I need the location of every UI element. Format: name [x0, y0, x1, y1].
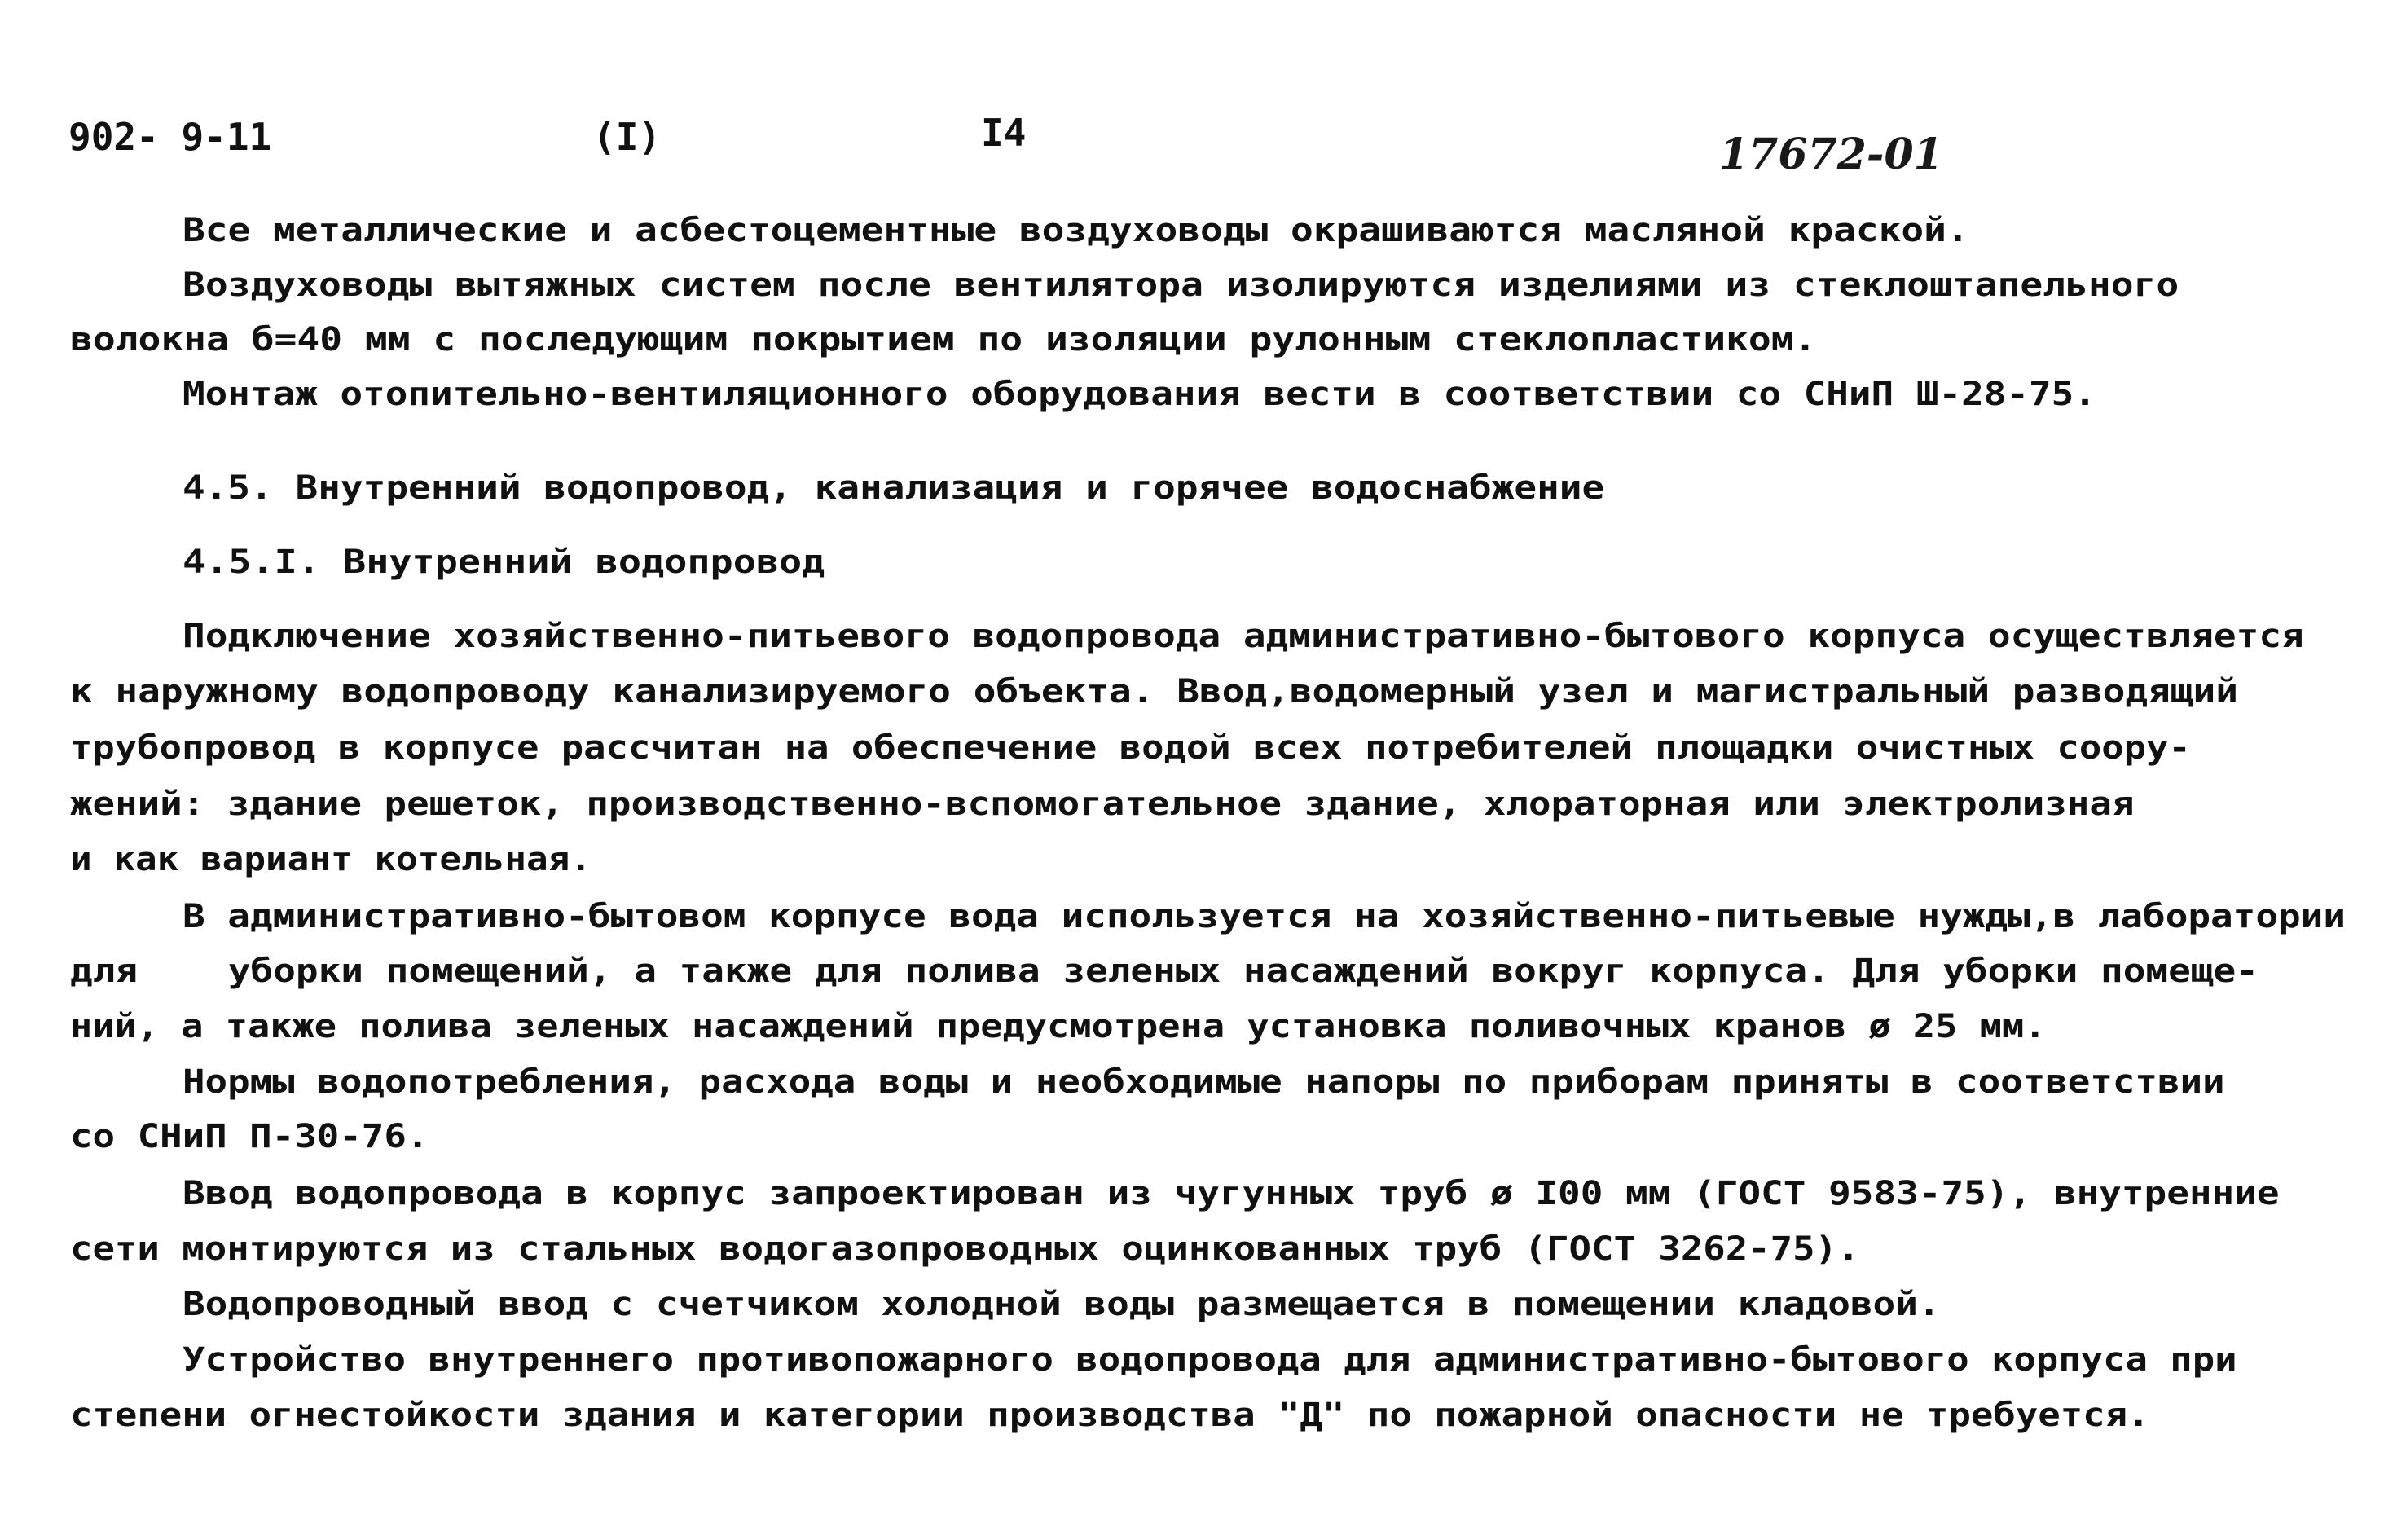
handwritten-number: 17672-01: [1719, 130, 1943, 179]
text-line: сети монтируются из стальных водогазопроводных оцинкованных труб (ГОСТ 3262-75).: [70, 1230, 1860, 1268]
text-line: жений: здание решеток, производственно-вспомогательное здание, хлораторная или электролизная: [70, 785, 2135, 823]
text-line: ний, а также полива зеленых насаждений предусмотрена установка поливочных кранов ø 25 мм.: [70, 1008, 2047, 1045]
text-line: Устройство внутреннего противопожарного водопровода для административно-бытового корпуса при: [183, 1341, 2237, 1379]
text-line: Все металлические и асбестоцементные воздуховоды окрашиваются масляной краской.: [183, 212, 1969, 249]
text-line: со СНиП П-30-76.: [70, 1118, 429, 1155]
text-line: Ввод водопровода в корпус запроектирован из чугунных труб ø I00 мм (ГОСТ 9583-75), внутренние: [183, 1175, 2280, 1212]
text-line: Монтаж отопительно-вентиляционного оборудования вести в соответствии со СНиП Ш-28-75.: [183, 376, 2096, 413]
text-line: Подключение хозяйственно-питьевого водопровода административно-бытового корпуса осуществляется: [183, 618, 2304, 655]
text-line: Водопроводный ввод с счетчиком холодной воды размещается в помещении кладовой.: [183, 1286, 1941, 1323]
text-line: к наружному водопроводу канализируемого объекта. Ввод,водомерный узел и магистральный разводящий: [70, 673, 2238, 711]
text-line: Нормы водопотребления, расхода воды и необходимые напоры по приборам приняты в соответствии: [183, 1063, 2225, 1101]
text-line: В административно-бытовом корпусе вода используется на хозяйственно-питьевые нужды,в лаборатории: [183, 898, 2346, 935]
text-line: степени огнестойкости здания и категории производства "Д" по пожарной опасности не требуется.: [70, 1397, 2150, 1434]
text-line: для уборки помещений, а также для полива зеленых насаждений вокруг корпуса. Для уборки помеще-: [70, 953, 2259, 990]
part-label: (I): [593, 115, 662, 159]
subsection-heading: 4.5.I. Внутренний водопровод: [183, 543, 825, 581]
document-code: 902- 9-11: [68, 115, 272, 159]
section-heading: 4.5. Внутренний водопровод, канализация и горячее водоснабжение: [183, 469, 1605, 507]
page-number: I4: [981, 111, 1027, 155]
text-line: волокна б=40 мм с последующим покрытием по изоляции рулонным стеклопластиком.: [70, 321, 1817, 359]
text-line: Воздуховоды вытяжных систем после вентилятора изолируются изделиями из стеклоштапельного: [183, 266, 2179, 304]
text-line: трубопровод в корпусе рассчитан на обеспечение водой всех потребителей площадки очистных соору-: [70, 729, 2191, 767]
text-line: и как вариант котельная.: [70, 841, 592, 878]
